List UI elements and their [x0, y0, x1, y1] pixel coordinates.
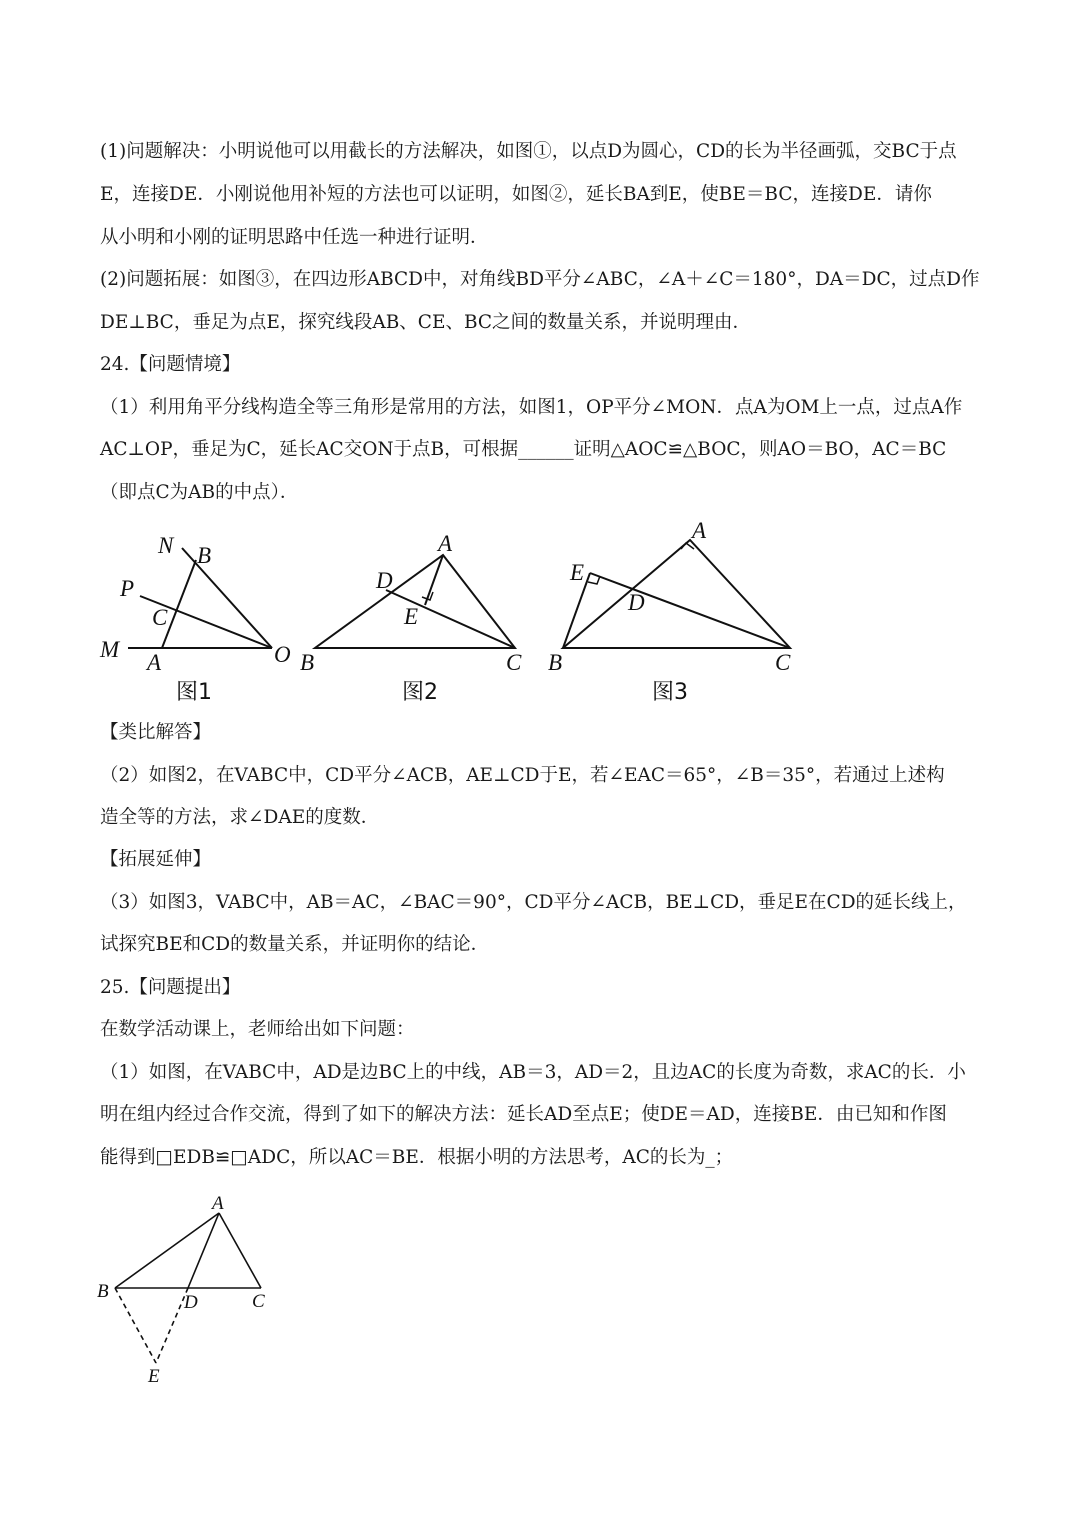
q25-intro: 在数学活动课上，老师给出如下问题：: [100, 1019, 415, 1040]
fig1-label-b: B: [197, 543, 212, 568]
fig2-label-b: B: [300, 650, 315, 675]
fig4-label-b: B: [97, 1281, 109, 1302]
fig1-label-o: O: [274, 642, 291, 667]
fig1-label-c: C: [152, 605, 168, 630]
analogy-heading: 【类比解答】: [100, 722, 212, 743]
fig3-label-b: B: [548, 650, 563, 675]
fig4-label-a: A: [212, 1193, 224, 1214]
q24-heading: 24.【问题情境】: [100, 354, 241, 375]
fig1-label-p: P: [120, 576, 135, 601]
fig4-label-c: C: [252, 1291, 265, 1312]
fig2-label-d: D: [376, 568, 393, 593]
q24-part1-line1: （1）利用角平分线构造全等三角形是常用的方法，如图1，OP平分∠MON．点A为OM上一点，过点A作: [100, 397, 963, 418]
q25-part1-line1: （1）如图，在VABC中，AD是边BC上的中线，AB＝3，AD＝2，且边AC的长度为奇数，求AC的长．小: [100, 1062, 966, 1083]
fig1-label-n: N: [158, 533, 174, 558]
q25-part1-line2: 明在组内经过合作交流，得到了如下的解决方法：延长AD至点E；使DE＝AD，连接BE．由已知和作图: [100, 1104, 947, 1125]
figure-2: [315, 555, 515, 648]
fig2-caption: 图2: [402, 680, 438, 705]
q23-part2-line1: (2)问题拓展：如图③，在四边形ABCD中，对角线BD平分∠ABC，∠A＋∠C＝180°，DA＝DC，过点D作: [100, 269, 980, 290]
fig3-label-e: E: [570, 560, 585, 585]
figures-row: [90, 515, 830, 715]
q24-part3-line1: （3）如图3，VABC中，AB＝AC，∠BAC＝90°，CD平分∠ACB，BE⊥CD，垂足E在CD的延长线上，: [100, 892, 967, 913]
fig4-label-e: E: [148, 1366, 160, 1387]
q25-part1-line3: 能得到□EDB≌□ADC，所以AC＝BE．根据小明的方法思考，AC的长为_；: [100, 1147, 734, 1168]
fig3-caption: 图3: [652, 680, 688, 705]
q24-part1-line2: AC⊥OP，垂足为C，延长AC交ON于点B，可根据______证明△AOC≌△BOC，则AO＝BO，AC＝BC: [100, 439, 947, 460]
q23-part1-line2: E，连接DE．小刚说他用补短的方法也可以证明，如图②，延长BA到E，使BE＝BC，连接DE．请你: [100, 184, 932, 205]
q24-part1-line3: （即点C为AB的中点）．: [100, 482, 299, 503]
figure-4: [90, 1185, 290, 1390]
q24-part2-line2: 造全等的方法，求∠DAE的度数．: [100, 807, 380, 828]
q25-heading: 25.【问题提出】: [100, 977, 241, 998]
q23-part2-line2: DE⊥BC，垂足为点E，探究线段AB、CE、BC之间的数量关系，并说明理由．: [100, 312, 752, 333]
q24-part3-line2: 试探究BE和CD的数量关系，并证明你的结论．: [100, 934, 490, 955]
fig2-label-c: C: [506, 650, 522, 675]
fig4-label-d: D: [184, 1292, 198, 1313]
figure-3: [563, 540, 790, 648]
q23-part1-line3: 从小明和小刚的证明思路中任选一种进行证明．: [100, 227, 489, 248]
fig3-label-c: C: [775, 650, 791, 675]
fig1-label-m: M: [100, 637, 120, 662]
fig2-label-a: A: [438, 531, 453, 556]
fig3-label-d: D: [628, 590, 645, 615]
fig1-label-a: A: [147, 650, 162, 675]
extension-heading: 【拓展延伸】: [100, 849, 212, 870]
fig2-label-e: E: [404, 604, 419, 629]
fig1-caption: 图1: [176, 680, 212, 705]
q23-part1-line1: (1)问题解决：小明说他可以用截长的方法解决，如图①，以点D为圆心，CD的长为半径画弧，交BC于点: [100, 141, 957, 162]
fig3-label-a: A: [692, 518, 707, 543]
q24-part2-line1: （2）如图2，在VABC中，CD平分∠ACB，AE⊥CD于E，若∠EAC＝65°，∠B＝35°，若通过上述构: [100, 765, 945, 786]
